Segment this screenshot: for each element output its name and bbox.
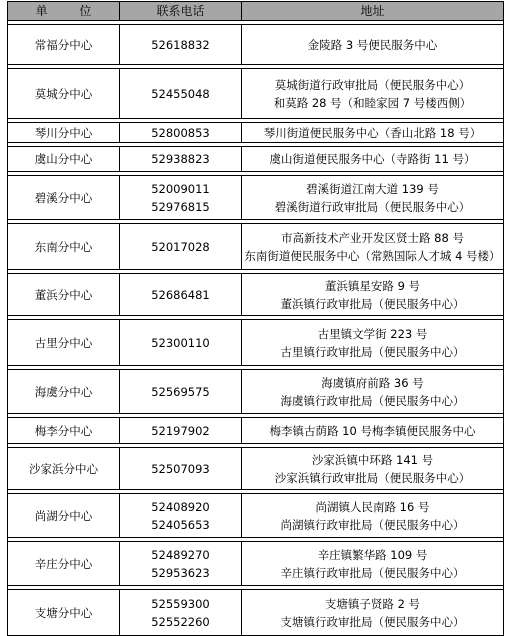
phone-number: 52953623 [151, 565, 210, 580]
phone-number: 52405653 [151, 517, 210, 532]
address-cell [242, 25, 504, 65]
phone-cell [120, 176, 242, 220]
unit-cell: 莫城分中心 [8, 69, 120, 119]
address-line: 古里镇行政审批局（便民服务中心） [280, 344, 465, 359]
address-line: 碧溪街道行政审批局（便民服务中心） [274, 199, 471, 214]
unit-cell: 董浜分中心 [8, 274, 120, 316]
address-line: 辛庄镇行政审批局（便民服务中心） [280, 565, 465, 580]
phone-cell [120, 418, 242, 444]
phone-cell [120, 320, 242, 366]
address-cell [242, 320, 504, 366]
phone-cell [120, 542, 242, 586]
table-row [8, 25, 504, 65]
address-line: 支塘镇子贤路 2 号 [324, 596, 421, 611]
table-row [8, 418, 504, 444]
address-line: 海虞镇府前路 36 号 [321, 375, 424, 390]
unit-cell: 尚湖分中心 [8, 494, 120, 538]
phone-cell [120, 224, 242, 270]
phone-number: 52569575 [151, 384, 210, 399]
address-cell [242, 147, 504, 172]
address-line: 古里镇文学街 223 号 [317, 326, 428, 341]
address-line: 尚湖镇人民南路 16 号 [315, 499, 430, 514]
phone-cell [120, 69, 242, 119]
phone-number: 52938823 [151, 152, 210, 166]
service-center-table [7, 1, 504, 636]
address-line: 辛庄镇繁华路 109 号 [317, 547, 428, 562]
phone-number: 52559300 [151, 596, 210, 611]
unit-cell: 琴川分中心 [8, 123, 120, 143]
address-line: 梅李镇古荫路 10 号梅李镇便民服务中心 [269, 423, 476, 438]
phone-number: 52489270 [151, 547, 210, 562]
unit-cell: 梅李分中心 [8, 418, 120, 444]
address-cell [242, 224, 504, 270]
unit-cell: 常福分中心 [8, 25, 120, 65]
address-line: 沙家浜镇行政审批局（便民服务中心） [274, 470, 471, 485]
phone-number: 52197902 [151, 423, 210, 438]
address-cell [242, 274, 504, 316]
address-line: 董浜镇行政审批局（便民服务中心） [280, 296, 465, 311]
table-row [8, 224, 504, 270]
unit-cell: 虞山分中心 [8, 147, 120, 172]
address-line: 碧溪街道江南大道 139 号 [306, 181, 439, 196]
address-line: 金陵路 3 号便民服务中心 [307, 37, 438, 52]
phone-number: 52686481 [151, 287, 210, 302]
table-row [8, 274, 504, 316]
address-line: 支塘镇行政审批局（便民服务中心） [280, 614, 465, 629]
phone-number: 52408920 [151, 499, 210, 514]
table-row [8, 494, 504, 538]
phone-number: 52009011 [151, 181, 210, 196]
address-line: 沙家浜镇中环路 141 号 [311, 452, 434, 467]
phone-cell [120, 123, 242, 143]
address-line: 海虞镇行政审批局（便民服务中心） [280, 393, 465, 408]
table-body [8, 21, 504, 636]
phone-number: 52976815 [151, 199, 210, 214]
address-cell [242, 494, 504, 538]
phone-cell [120, 370, 242, 414]
phone-number: 52455048 [151, 86, 210, 101]
phone-number: 52800853 [151, 125, 210, 140]
address-line: 虞山街道便民服务中心（寺路街 11 号） [269, 152, 476, 166]
address-line: 莫城街道行政审批局（便民服务中心） [274, 77, 471, 92]
unit-cell: 碧溪分中心 [8, 176, 120, 220]
unit-cell: 沙家浜分中心 [8, 448, 120, 490]
table-row [8, 176, 504, 220]
phone-number: 52017028 [151, 239, 210, 254]
address-line: 和莫路 28 号（和睦家园 7 号楼西侧） [273, 95, 472, 110]
address-cell [242, 69, 504, 119]
unit-cell: 古里分中心 [8, 320, 120, 366]
unit-cell: 支塘分中心 [8, 590, 120, 636]
header-unit: 单 位 [8, 2, 120, 21]
phone-cell [120, 147, 242, 172]
unit-cell: 东南分中心 [8, 224, 120, 270]
address-line: 东南街道便民服务中心（常熟国际人才城 4 号楼） [244, 248, 501, 263]
address-cell [242, 123, 504, 143]
table-row [8, 320, 504, 366]
table-row [8, 123, 504, 143]
address-line: 琴川街道便民服务中心（香山北路 18 号） [263, 125, 482, 140]
address-cell [242, 542, 504, 586]
address-line: 市高新技术产业开发区贤士路 88 号 [281, 230, 464, 245]
header-phone: 联系电话 [120, 2, 242, 21]
table-row [8, 448, 504, 490]
table-row [8, 147, 504, 172]
table-header [8, 2, 504, 21]
phone-cell [120, 25, 242, 65]
header-address: 地址 [242, 2, 504, 21]
table-row [8, 542, 504, 586]
phone-cell [120, 494, 242, 538]
table-row [8, 69, 504, 119]
address-line: 尚湖镇行政审批局（便民服务中心） [280, 517, 465, 532]
phone-number: 52552260 [151, 614, 210, 629]
address-cell [242, 418, 504, 444]
address-cell [242, 448, 504, 490]
phone-number: 52618832 [151, 37, 210, 52]
table-row [8, 370, 504, 414]
address-line: 董浜镇星安路 9 号 [324, 278, 421, 293]
address-cell [242, 176, 504, 220]
header-row [8, 2, 504, 21]
phone-number: 52507093 [151, 461, 210, 476]
phone-cell [120, 448, 242, 490]
phone-number: 52300110 [151, 335, 210, 350]
unit-cell: 辛庄分中心 [8, 542, 120, 586]
unit-cell: 海虞分中心 [8, 370, 120, 414]
address-cell [242, 370, 504, 414]
phone-cell [120, 274, 242, 316]
